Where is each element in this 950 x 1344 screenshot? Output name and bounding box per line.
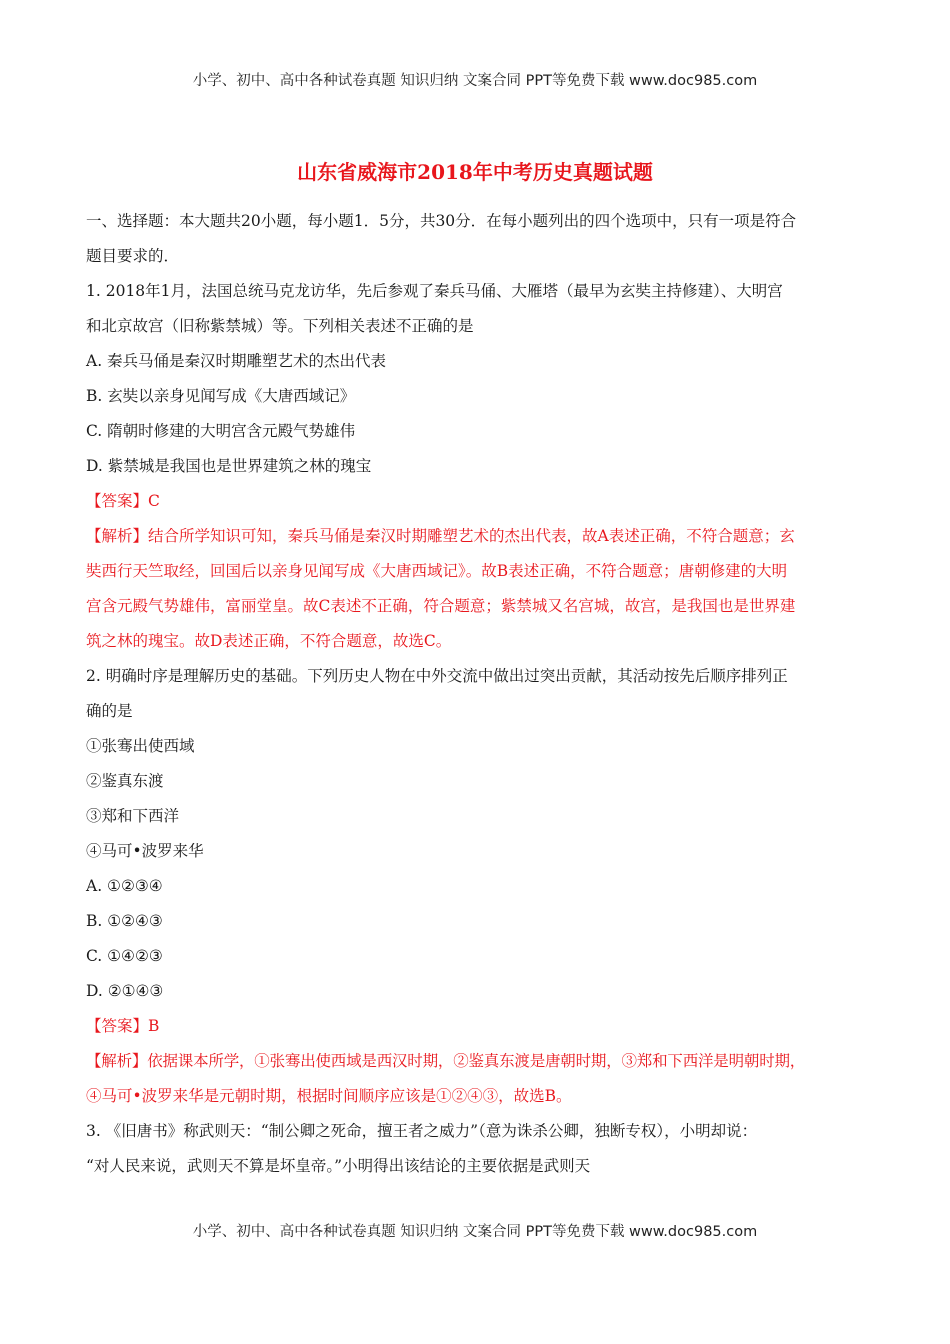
option-a: A. ①②③④ xyxy=(86,877,163,895)
question-stem: 3. 《旧唐书》称武则天：“制公卿之死命，擅王者之威力”（意为诛杀公卿，独断专权），小明却说： xyxy=(86,1122,758,1140)
answer-line xyxy=(86,1009,866,1044)
question-stem: 2. 明确时序是理解历史的基础。下列历史人物在中外交流中做出过突出贡献，其活动按先后顺序排列正 xyxy=(86,667,788,685)
section-intro xyxy=(86,204,866,274)
option-c: C. ①④②③ xyxy=(86,947,163,965)
analysis-line: 【解析】依据课本所学，①张骞出使西域是西汉时期，②鉴真东渡是唐朝时期，③郑和下西洋是明朝时期， xyxy=(86,1052,806,1070)
analysis-line: ④马可•波罗来华是元朝时期，根据时间顺序应该是①②④③，故选B。 xyxy=(86,1087,572,1105)
question-2 xyxy=(86,659,866,1114)
answer-value: B xyxy=(148,1017,160,1035)
question-stem: 1. 2018年1月，法国总统马克龙访华，先后参观了秦兵马俑、大雁塔（最早为玄奘主持修建）、大明宫 xyxy=(86,282,783,300)
question-stem: 确的是 xyxy=(86,702,133,720)
answer-label: 【答案】 xyxy=(86,492,149,510)
answer-label: 【答案】 xyxy=(86,1017,149,1035)
list-item: ①张骞出使西域 xyxy=(86,737,195,755)
option-b: B. ①②④③ xyxy=(86,912,163,930)
option-d: D. 紫禁城是我国也是世界建筑之林的瑰宝 xyxy=(86,457,372,475)
analysis-line: 宫含元殿气势雄伟，富丽堂皇。故C表述不正确，符合题意；紫禁城又名宫城，故宫，是我国也是世界建 xyxy=(86,597,796,615)
analysis-line: 筑之林的瑰宝。故D表述正确，不符合题意，故选C。 xyxy=(86,632,452,650)
question-3 xyxy=(86,1114,866,1184)
option-c: C. 隋朝时修建的大明宫含元殿气势雄伟 xyxy=(86,422,356,440)
option-d: D. ②①④③ xyxy=(86,982,164,1000)
analysis-line: 【解析】结合所学知识可知，秦兵马俑是秦汉时期雕塑艺术的杰出代表，故A表述正确，不符合题意；玄 xyxy=(86,527,795,545)
analysis-line: 奘西行天竺取经，回国后以亲身见闻写成《大唐西域记》。故B表述正确，不符合题意；唐朝修建的大明 xyxy=(86,562,788,580)
option-b: B. 玄奘以亲身见闻写成《大唐西域记》 xyxy=(86,387,356,405)
list-item: ④马可•波罗来华 xyxy=(86,842,204,860)
answer-value: C xyxy=(148,492,160,510)
document-body xyxy=(86,204,866,1184)
list-item: ②鉴真东渡 xyxy=(86,772,164,790)
option-a: A. 秦兵马俑是秦汉时期雕塑艺术的杰出代表 xyxy=(86,352,387,370)
intro-line: 一、选择题：本大题共20小题，每小题1．5分，共30分．在每小题列出的四个选项中，只有一项是符合 xyxy=(86,212,797,230)
footer-banner[interactable]: 小学、初中、高中各种试卷真题 知识归纳 文案合同 PPT等免费下载 www.doc985.com xyxy=(192,1224,758,1240)
list-item: ③郑和下西洋 xyxy=(86,807,180,825)
intro-line: 题目要求的． xyxy=(86,247,180,265)
document-title: 山东省威海市2018年中考历史真题试题 xyxy=(297,160,653,184)
question-1 xyxy=(86,274,866,659)
question-stem: 和北京故宫（旧称紫禁城）等。下列相关表述不正确的是 xyxy=(86,317,474,335)
answer-line xyxy=(86,484,866,519)
header-banner[interactable]: 小学、初中、高中各种试卷真题 知识归纳 文案合同 PPT等免费下载 www.doc985.com xyxy=(192,73,758,89)
question-stem: “对人民来说，武则天不算是坏皇帝。”小明得出该结论的主要依据是武则天 xyxy=(86,1157,591,1175)
